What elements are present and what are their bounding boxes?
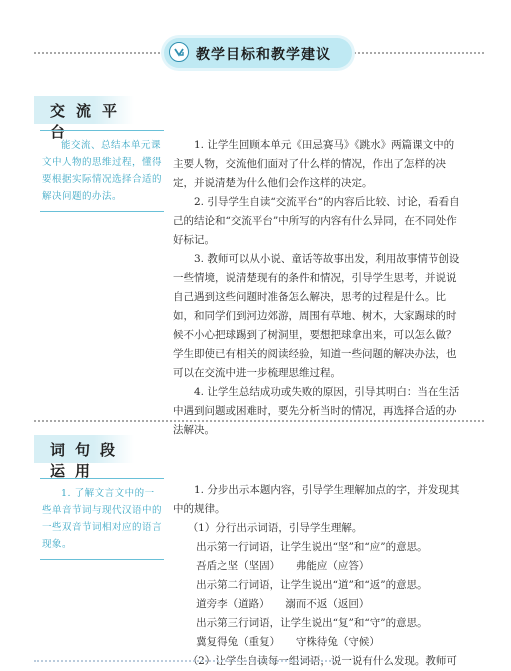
section-title: 交流平台: [50, 102, 129, 141]
paragraph: 1. 让学生回顾本单元《田忌赛马》《跳水》两篇课文中的主要人物，交流他们面对了什么样的情况，作出了怎样的决定，并说清楚为什么他们会作这样的决定。: [173, 139, 455, 189]
check-arrow-icon: [169, 42, 189, 62]
paragraph: 3. 教师可以从小说、童话等故事出发，利用故事情节创设一些情境，说清楚现有的条件和情况，引导学生思考，并说说自己遇到这些问题时准备怎么解决，思考的过程是什么。比如，和同学们到河边郊游，周围有草地、树木，大家踢球的时候不小心把球踢到了树洞里，要想把球拿出来，可以怎么做？学生即使已有相关的阅读经验，知道一些问题的解决办法，也可以在交流中进一步梳理思维过程。: [173, 253, 460, 379]
sidebar-goal-2: 1. 了解文言文中的一些单音节词与现代汉语中的一些双音节词相对应的语言现象。: [40, 478, 164, 560]
example-line: 道旁李（道路） 溺而不返（返回）: [196, 598, 370, 610]
bottom-dotted-rule: [34, 660, 334, 662]
section-heading-words: [34, 435, 134, 480]
example-line: 出示第二行词语，让学生说出“道”和“返”的意思。: [196, 579, 428, 591]
section1-body: [173, 136, 463, 440]
paragraph: 1. 分步出示本题内容，引导学生理解加点的字，并发现其中的规律。: [173, 484, 460, 515]
section-heading-exchange: [34, 96, 134, 141]
mid-dotted-rule: [34, 420, 484, 422]
example-line: 冀复得兔（重复） 守株待兔（守候）: [196, 636, 380, 648]
paragraph: 2. 引导学生自读“交流平台”的内容后比较、讨论，看看自己的结论和“交流平台”中所写的内容有什么异同，在不同处作好标记。: [173, 196, 460, 246]
example-line: 吾盾之坚（坚固） 弗能应（应答）: [196, 560, 370, 572]
example-line: 出示第三行词语，让学生说出“复”和“守”的意思。: [196, 617, 428, 629]
sub-step: （1）分行出示词语，引导学生理解。: [187, 522, 363, 534]
sub-step: （2）让学生自读每一组词语，说一说有什么发现。教师可: [187, 655, 457, 667]
header-title: 教学目标和教学建议: [196, 47, 331, 63]
section2-body: [173, 481, 463, 671]
example-line: 出示第一行词语，让学生说出“坚”和“应”的意思。: [196, 541, 428, 553]
sidebar-goal-1: 能交流、总结本单元课文中人物的思维过程，懂得要根据实际情况选择合适的解决问题的办法。: [40, 130, 164, 212]
paragraph: 4. 让学生总结成功或失败的原因，引导其明白：当在生活中遇到问题或困难时，要先分析当时的情况，再选择合适的办法解决。: [173, 386, 460, 436]
section-title: 词句段运用: [50, 441, 126, 480]
header-banner: [164, 38, 352, 68]
